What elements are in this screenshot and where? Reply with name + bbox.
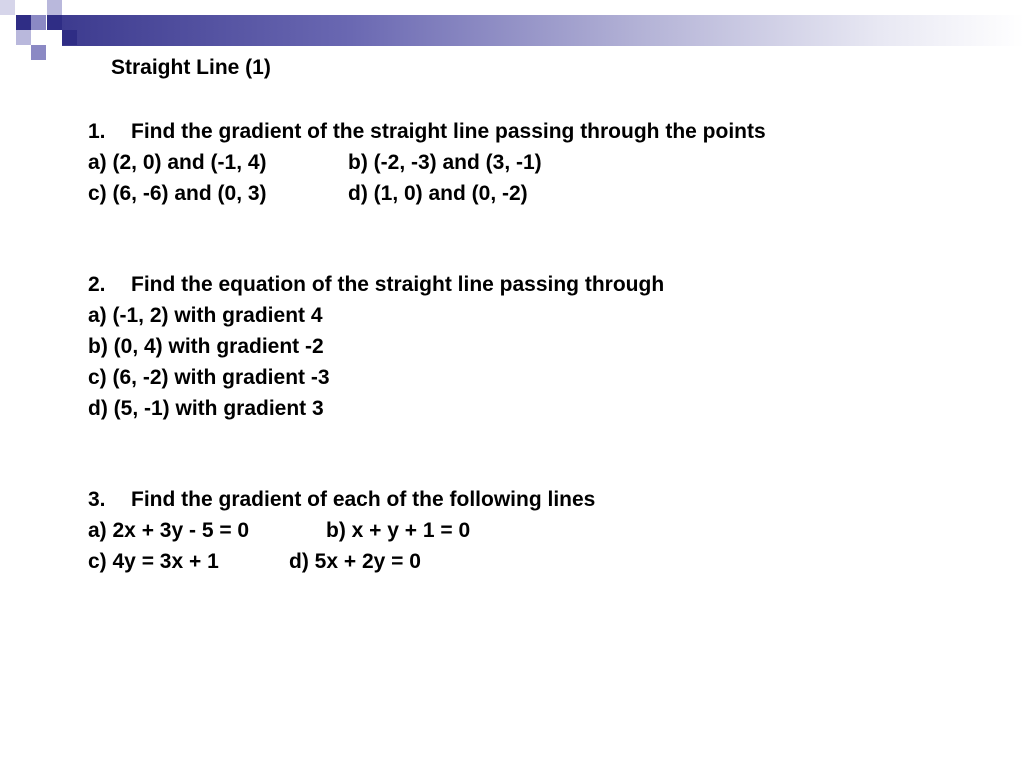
part-c: c) (6, -6) and (0, 3)	[88, 182, 267, 205]
part-b: b) x + y + 1 = 0	[326, 519, 471, 542]
part-a: a) 2x + 3y - 5 = 0	[88, 519, 250, 542]
question-prompt: Find the equation of the straight line passing through	[131, 273, 665, 296]
question-1-row-1	[88, 150, 542, 176]
question-2-heading	[88, 272, 664, 298]
question-2-part-d: d) (5, -1) with gradient 3	[88, 397, 324, 420]
question-prompt: Find the gradient of each of the following lines	[131, 488, 596, 511]
question-prompt: Find the gradient of the straight line passing through the points	[131, 120, 766, 143]
part-a: a) (2, 0) and (-1, 4)	[88, 151, 267, 174]
part-b: b) (-2, -3) and (3, -1)	[348, 151, 542, 174]
decor-square	[16, 15, 31, 30]
decor-square	[47, 0, 62, 15]
decor-square	[31, 45, 46, 60]
question-2-part-b: b) (0, 4) with gradient -2	[88, 335, 324, 358]
question-3-heading	[88, 487, 595, 513]
question-number: 1.	[88, 120, 106, 143]
decor-square	[16, 30, 31, 45]
question-3-row-1	[88, 518, 471, 544]
question-number: 2.	[88, 273, 106, 296]
question-2-part-a: a) (-1, 2) with gradient 4	[88, 304, 323, 327]
part-d: d) 5x + 2y = 0	[289, 550, 421, 573]
question-number: 3.	[88, 488, 106, 511]
slide-title: Straight Line (1)	[111, 56, 271, 79]
question-3-row-2	[88, 549, 421, 575]
header-gradient-bar	[62, 15, 1024, 46]
part-c: c) 4y = 3x + 1	[88, 550, 219, 573]
part-d: d) (1, 0) and (0, -2)	[348, 182, 528, 205]
decor-square	[0, 0, 15, 15]
decor-square	[62, 30, 77, 45]
decor-square	[47, 15, 62, 30]
question-2-part-c: c) (6, -2) with gradient -3	[88, 366, 330, 389]
question-1-heading	[88, 119, 766, 145]
decor-square	[31, 15, 46, 30]
question-1-row-2	[88, 181, 528, 207]
